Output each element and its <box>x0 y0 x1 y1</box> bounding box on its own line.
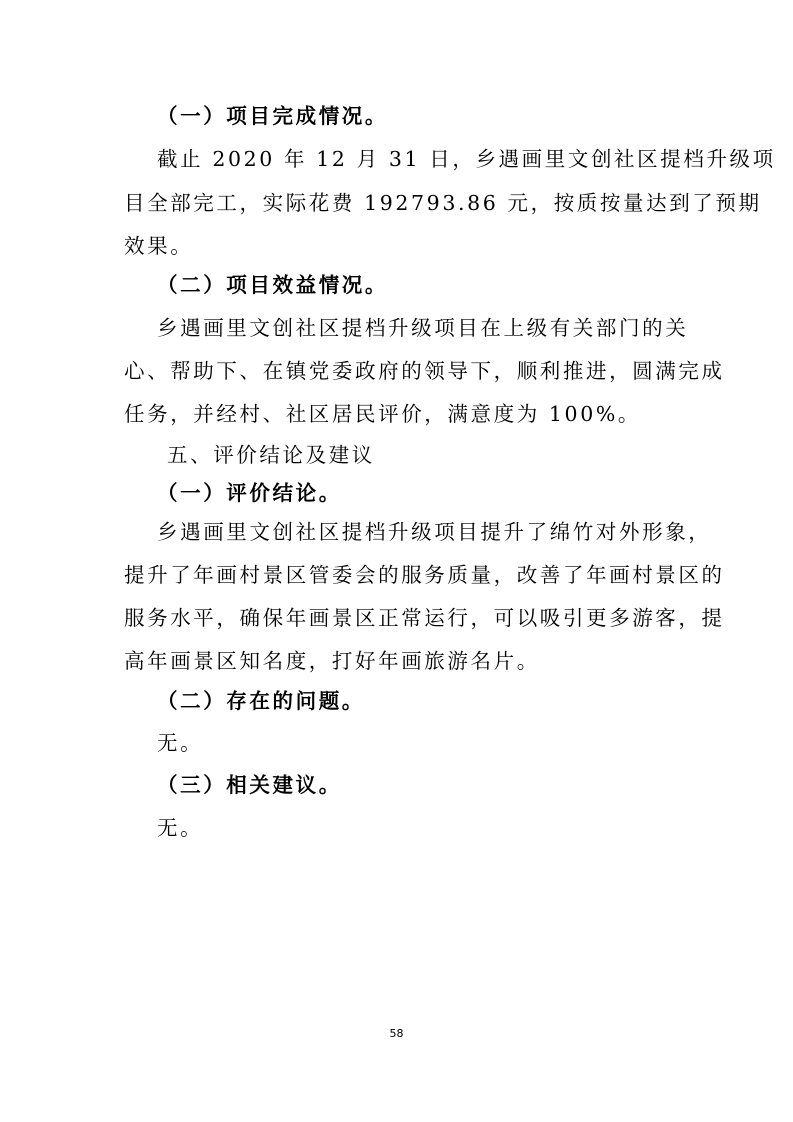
section-heading-related-suggestions: （三）相关建议。 <box>157 773 342 797</box>
paragraph-line: 乡遇画里文创社区提档升级项目在上级有关部门的关 <box>157 316 689 340</box>
paragraph-line: 任务，并经村、社区居民评价，满意度为 100%。 <box>124 402 642 426</box>
section-heading-existing-problems: （二）存在的问题。 <box>157 689 365 713</box>
section-heading-evaluation-conclusion: （一）评价结论。 <box>157 481 342 505</box>
paragraph-line: 服务水平，确保年画景区正常运行，可以吸引更多游客，提 <box>124 606 725 630</box>
paragraph-line: 效果。 <box>124 234 194 258</box>
paragraph-line: 提升了年画村景区管委会的服务质量，改善了年画村景区的 <box>124 563 725 587</box>
paragraph-line: 高年画景区知名度，打好年画旅游名片。 <box>124 649 540 673</box>
paragraph-line: 乡遇画里文创社区提档升级项目提升了绵竹对外形象， <box>157 520 712 544</box>
paragraph-line: 无。 <box>157 731 204 755</box>
paragraph-line: 截止 2020 年 12 月 31 日，乡遇画里文创社区提档升级项 <box>157 147 776 171</box>
section-heading-project-benefits: （二）项目效益情况。 <box>157 273 388 297</box>
paragraph-line: 心、帮助下、在镇党委政府的领导下，顺利推进，圆满完成 <box>124 359 725 383</box>
paragraph-line: 无。 <box>157 816 204 840</box>
section-heading-evaluation-conclusion-and-suggestions: 五、评价结论及建议 <box>167 443 375 467</box>
page-number: 58 <box>389 1027 404 1040</box>
section-heading-project-completion: （一）项目完成情况。 <box>157 104 388 128</box>
paragraph-line: 目全部完工，实际花费 192793.86 元，按质按量达到了预期 <box>124 191 762 215</box>
